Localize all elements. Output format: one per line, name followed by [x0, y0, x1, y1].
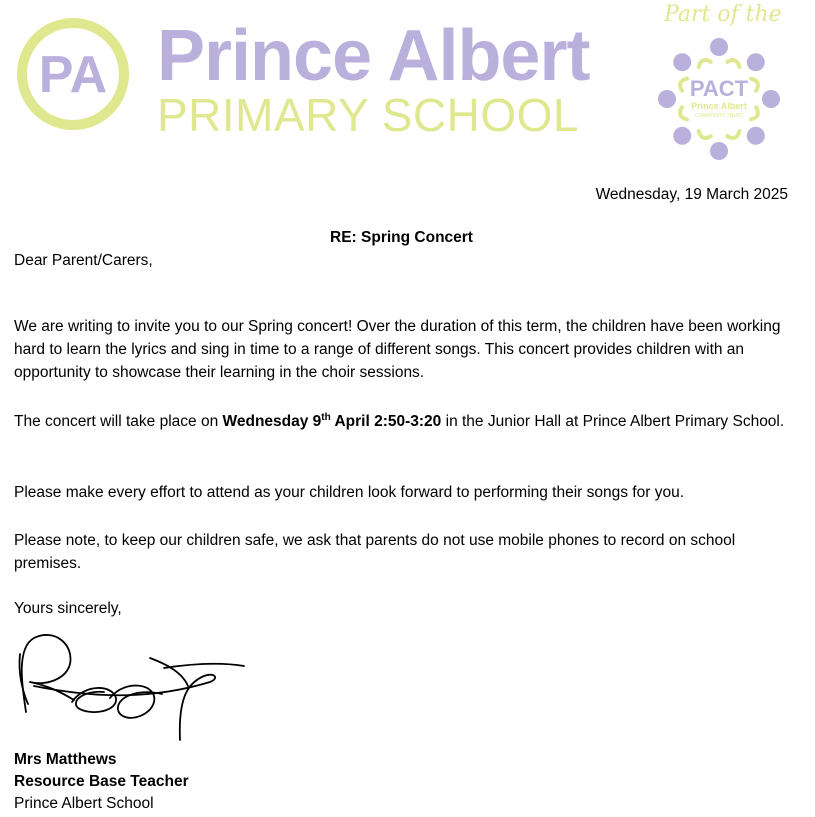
paragraph-invite: We are writing to invite you to our Spring concert! Over the duration of this term, the children have been working hard to learn the lyrics and sing in time to a range of different songs. This concert provides children with an opportunity to showcase their learning in the choir sessions. — [14, 318, 781, 381]
trust-tagline: Part of the — [664, 2, 782, 27]
pact-ring-dot — [673, 53, 691, 71]
pact-ring-dot — [762, 90, 780, 108]
details-day-text: Wednesday 9 — [222, 413, 322, 430]
pact-ring-dot — [747, 127, 765, 145]
paragraph-phones: Please note, to keep our children safe, we ask that parents do not use mobile phones to record on school premises. — [14, 532, 736, 572]
pact-ring-arc — [751, 79, 758, 91]
details-date-time: April 2:50-3:20 — [330, 413, 442, 430]
pact-ring-arc — [751, 107, 758, 119]
signature-stroke-a — [110, 686, 162, 718]
signature-image — [14, 628, 254, 748]
letter-subject: RE: Spring Concert — [330, 229, 473, 246]
pact-ring-dot — [658, 90, 676, 108]
signatory-name: Mrs Matthews — [14, 751, 117, 768]
pact-ring-dot — [747, 53, 765, 71]
pact-ring-arc — [699, 131, 711, 138]
signature-stroke-tail — [164, 664, 244, 668]
signature-stroke-r — [22, 635, 74, 712]
letter-salutation: Dear Parent/Carers, — [14, 252, 153, 269]
paragraph-attend: Please make every effort to attend as your children look forward to performing their songs for you. — [14, 484, 684, 501]
pact-logo-subtext: Prince Albert — [691, 101, 747, 111]
details-intro: The concert will take place on — [14, 413, 223, 430]
details-day — [223, 413, 442, 430]
pa-logo-initials: PA — [38, 46, 108, 104]
pact-ring-arc — [727, 131, 739, 138]
signature-stroke-hook — [150, 658, 188, 686]
pact-ring-arc — [727, 60, 739, 67]
pact-ring-arc — [680, 107, 687, 119]
pact-ring-dot — [673, 127, 691, 145]
letter-closing: Yours sincerely, — [14, 600, 122, 617]
signatory-school: Prince Albert School — [14, 795, 154, 812]
signature-stroke-loop — [72, 688, 116, 712]
school-subtitle: PRIMARY SCHOOL — [157, 89, 579, 141]
pact-logo-text: PACT — [689, 76, 749, 101]
details-location: in the Junior Hall at Prince Albert Primary School. — [441, 413, 785, 430]
details-day-suffix: th — [321, 412, 331, 423]
signatory-role: Resource Base Teacher — [14, 773, 189, 790]
paragraph-details — [14, 410, 804, 433]
pa-logo-circle — [16, 17, 130, 131]
pact-logo — [650, 0, 800, 170]
pact-ring-arc — [680, 79, 687, 91]
pact-ring-arc — [699, 60, 711, 67]
letter-date: Wednesday, 19 March 2025 — [595, 186, 788, 203]
pact-ring-dot — [710, 38, 728, 56]
pact-ring-dot — [710, 142, 728, 160]
pact-logo-subtext-2: COMMUNITY TRUST — [694, 113, 744, 119]
school-name: Prince Albert — [157, 16, 590, 96]
